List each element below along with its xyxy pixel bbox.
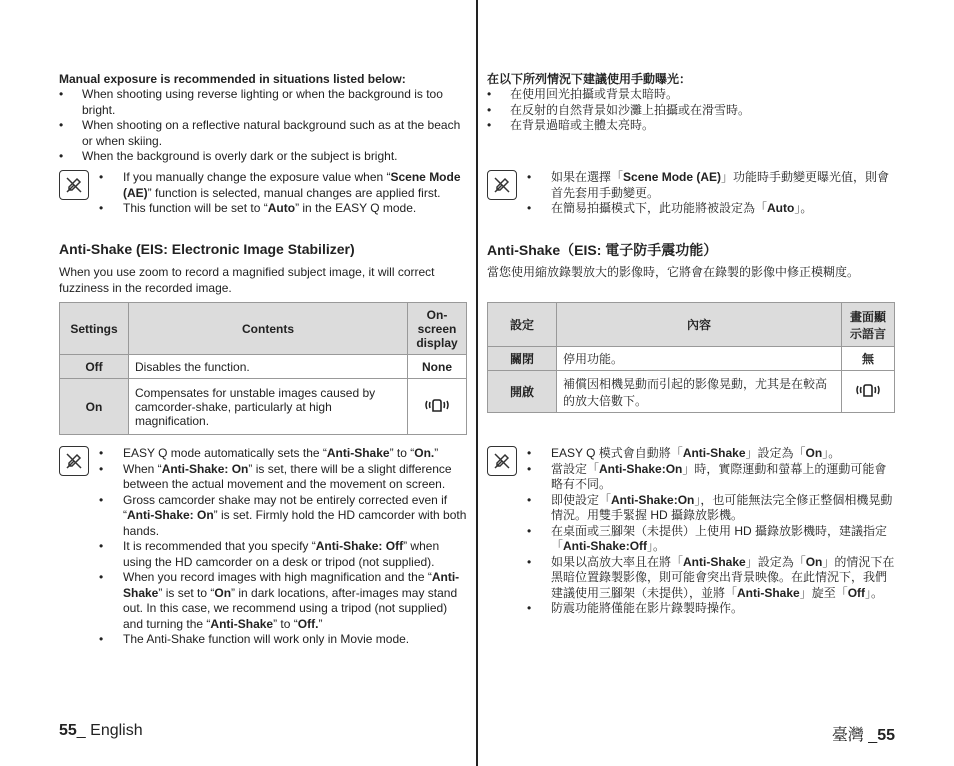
- table-cell: Disables the function.: [129, 355, 408, 379]
- table-cell: 無: [842, 347, 895, 371]
- list-item: • 當設定「Anti-Shake:On」時，實際運動和螢幕上的運動可能會略有不同。: [527, 462, 895, 493]
- intro-bullet-list: [487, 87, 895, 134]
- list-item: • If you manually change the exposure value when “Scene Mode (AE)” function is selected, manual changes are applied first.: [99, 170, 467, 201]
- list-item: • EASY Q 模式會自動將「Anti-Shake」設定為「On」。: [527, 446, 895, 462]
- settings-table: [59, 302, 467, 435]
- table-header: On-screen display: [408, 303, 467, 355]
- list-item: • When the background is overly dark or the subject is bright.: [59, 149, 467, 165]
- table-cell: 開啟: [488, 371, 557, 413]
- list-item: • EASY Q mode automatically sets the “Anti-Shake” to “On.”: [99, 446, 467, 462]
- list-item: • 在反射的自然背景如沙灘上拍攝或在滑雪時。: [487, 103, 895, 119]
- table-cell: [842, 371, 895, 413]
- note-icon: [487, 170, 517, 200]
- table-row: [488, 347, 895, 371]
- list-item: • 在背景過暗或主體太亮時。: [487, 118, 895, 134]
- table-cell: 停用功能。: [557, 347, 842, 371]
- table-cell: 補償因相機晃動而引起的影像晃動，尤其是在較高的放大倍數下。: [557, 371, 842, 413]
- note-box: [59, 446, 467, 648]
- table-cell: None: [408, 355, 467, 379]
- intro-heading: Manual exposure is recommended in situations listed below:: [59, 72, 406, 86]
- table-header: 設定: [488, 303, 557, 347]
- list-item: • 如果在選擇「Scene Mode (AE)」功能時手動變更曝光值，則會首先套用手動變更。: [527, 170, 895, 201]
- anti-shake-icon: [853, 381, 883, 399]
- table-header: 內容: [557, 303, 842, 347]
- list-item: • 在使用回光拍攝或背景太暗時。: [487, 87, 895, 103]
- list-item: • When shooting using reverse lighting or when the background is too bright.: [59, 87, 467, 118]
- table-cell: On: [60, 379, 129, 435]
- footer-page-label: 55_ English: [59, 722, 143, 739]
- note-box: [487, 170, 895, 217]
- section-description: 當您使用縮放錄製放大的影像時，它將會在錄製的影像中修正模糊度。: [487, 265, 860, 279]
- table-cell: Off: [60, 355, 129, 379]
- list-item: • When shooting on a reflective natural background such as at the beach or when skiing.: [59, 118, 467, 149]
- table-header: Settings: [60, 303, 129, 355]
- list-item: • Gross camcorder shake may not be entirely corrected even if “Anti-Shake: On” is set. Firmly hold the HD camcorder with both hands.: [99, 493, 467, 540]
- intro-heading: 在以下所列情況下建議使用手動曝光：: [487, 72, 692, 86]
- center-divider: [476, 0, 478, 766]
- table-cell: [408, 379, 467, 435]
- list-item: • 在桌面或三腳架（未提供）上使用 HD 攝錄放影機時，建議指定「Anti-Shake:Off」。: [527, 524, 895, 555]
- note-box: [59, 170, 467, 217]
- table-header: Contents: [129, 303, 408, 355]
- note-box: [487, 446, 895, 617]
- list-item: • It is recommended that you specify “Anti-Shake: Off” when using the HD camcorder on a desk or tripod (not supplied).: [99, 539, 467, 570]
- table-header: 畫面顯示語言: [842, 303, 895, 347]
- list-item: • The Anti-Shake function will work only in Movie mode.: [99, 632, 467, 648]
- list-item: • 如果以高放大率且在將「Anti-Shake」設定為「On」的情況下在黑暗位置錄製影像，則可能會突出背景映像。在此情況下，我們建議使用三腳架（未提供），並將「Anti-Shake」旋至「Off」。: [527, 555, 895, 602]
- list-item: • When you record images with high magnification and the “Anti-Shake” is set to “On” in dark locations, after-images may stand out. In this case, we recommend using a tripod (not supplied) and turning the “Anti-Shake” to “Off.”: [99, 570, 467, 632]
- settings-table: [487, 302, 895, 413]
- list-item: • 即使設定「Anti-Shake:On」，也可能無法完全修正整個相機晃動情況。用雙手緊握 HD 攝錄放影機。: [527, 493, 895, 524]
- section-title: Anti-Shake（EIS: 電子防手震功能）: [487, 242, 718, 258]
- note-icon: [59, 170, 89, 200]
- section-description: When you use zoom to record a magnified subject image, it will correct fuzziness in the recorded image.: [59, 265, 435, 295]
- anti-shake-icon: [422, 396, 452, 414]
- list-item: • 在簡易拍攝模式下，此功能將被設定為「Auto」。: [527, 201, 895, 217]
- intro-bullet-list: [59, 87, 467, 165]
- note-icon: [487, 446, 517, 476]
- table-cell: 關閉: [488, 347, 557, 371]
- footer-page-label: 臺灣 _55: [831, 727, 895, 744]
- list-item: • 防震功能將僅能在影片錄製時操作。: [527, 601, 895, 617]
- table-row: [488, 371, 895, 413]
- note-icon: [59, 446, 89, 476]
- section-title: Anti-Shake (EIS: Electronic Image Stabilizer): [59, 241, 355, 257]
- table-row: [60, 379, 467, 435]
- table-row: [60, 355, 467, 379]
- table-cell: Compensates for unstable images caused by camcorder-shake, particularly at high magnification.: [129, 379, 408, 435]
- list-item: • When “Anti-Shake: On” is set, there will be a slight difference between the actual movement and the movement on screen.: [99, 462, 467, 493]
- list-item: • This function will be set to “Auto” in the EASY Q mode.: [99, 201, 467, 217]
